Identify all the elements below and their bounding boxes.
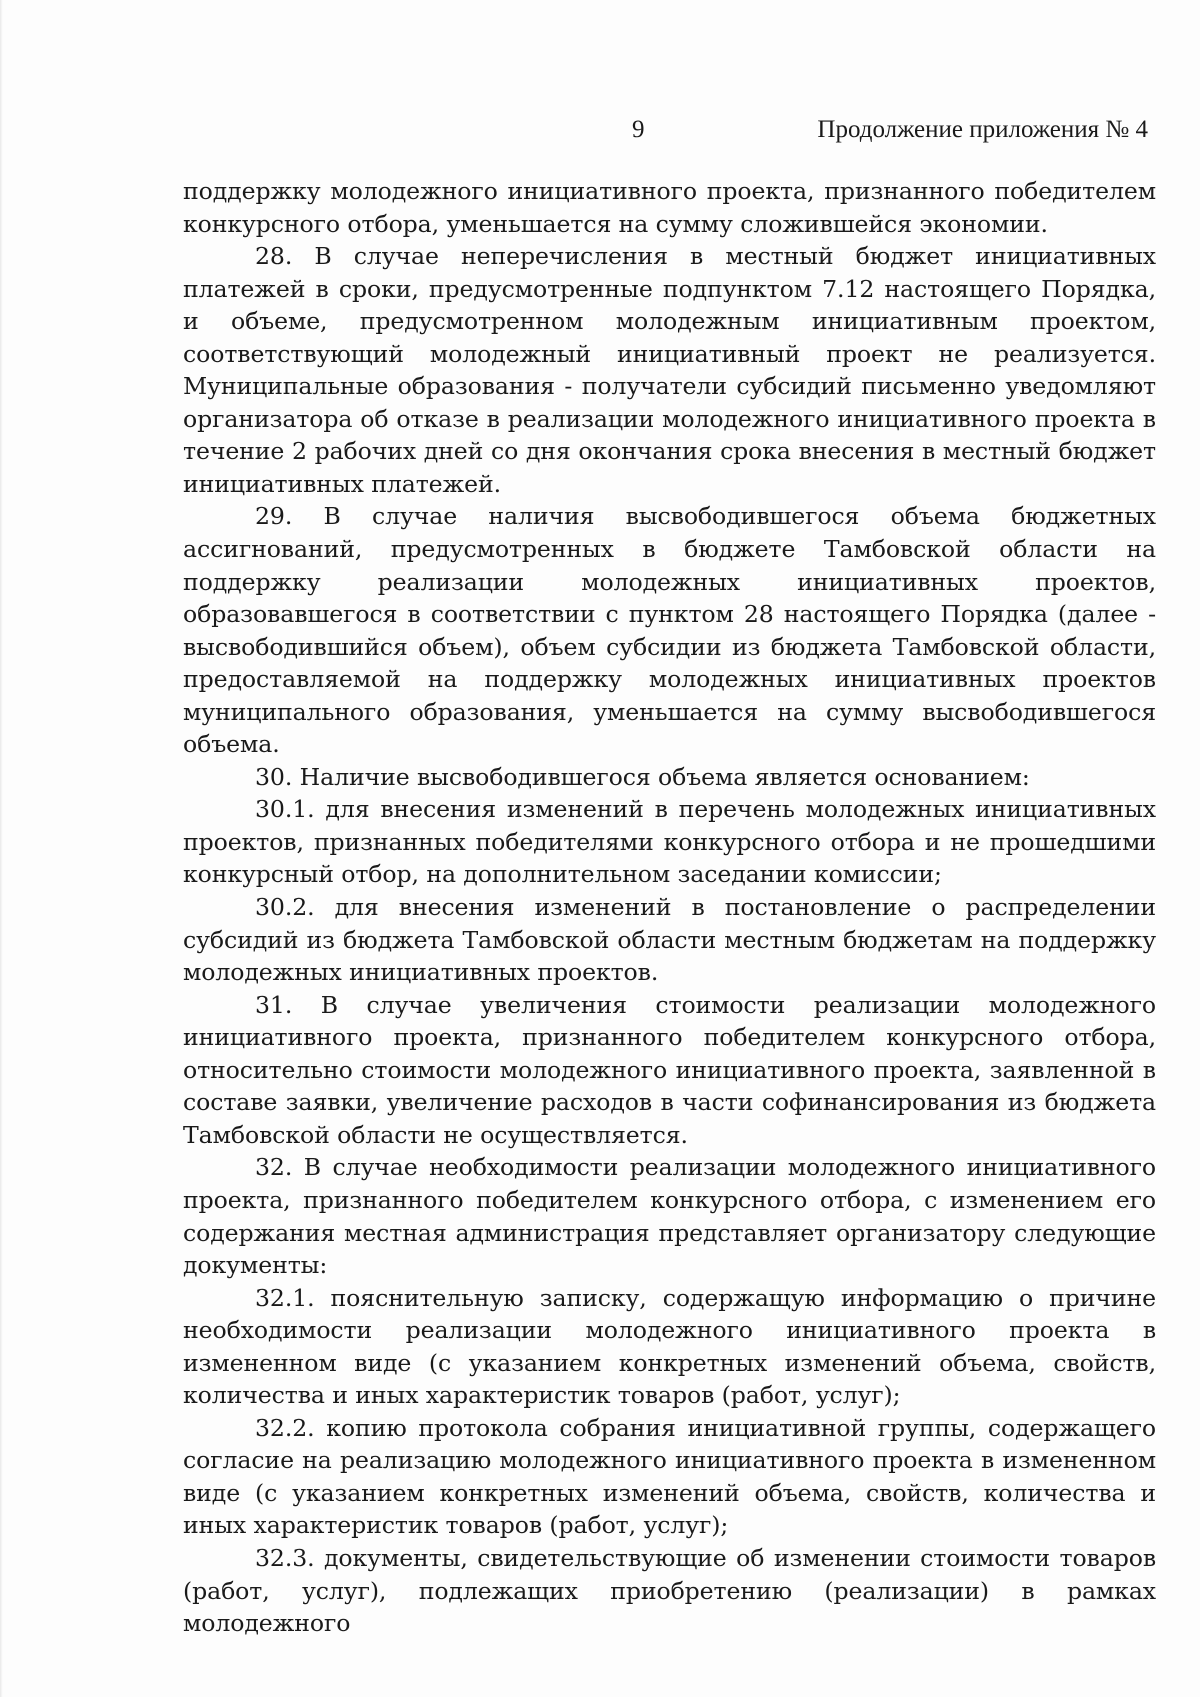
document-body [183,175,1156,1640]
paragraph-32-2: 32.2. копию протокола собрания инициативной группы, содержащего согласие на реализацию молодежного инициативного проекта в измененном виде (с указанием конкретных изменений объема, свойств, количества и иных характеристик товаров (работ, услуг); [183,1413,1156,1540]
paragraph-28: 28. В случае неперечисления в местный бюджет инициативных платежей в сроки, предусмотренные подпунктом 7.12 настоящего Порядка, и объеме, предусмотренном молодежным инициативным проектом, соответствующий молодежный инициативный проект не реализуется. Муниципальные образования - получатели субсидий письменно уведомляют организатора об отказе в реализации молодежного инициативного проекта в течение 2 рабочих дней со дня окончания срока внесения в местный бюджет инициативных платежей. [183,242,1156,498]
paragraph-31: 31. В случае увеличения стоимости реализации молодежного инициативного проекта, признанного победителем конкурсного отбора, относительно стоимости молодежного инициативного проекта, заявленной в составе заявки, увеличение расходов в части софинансирования из бюджета Тамбовской области не осуществляется. [183,990,1156,1149]
paragraph-30-2: 30.2. для внесения изменений в постановление о распределении субсидий из бюджета Тамбовской области местным бюджетам на поддержку молодежных инициативных проектов. [183,893,1156,987]
paragraph-29: 29. В случае наличия высвободившегося объема бюджетных ассигнований, предусмотренных в бюджете Тамбовской области на поддержку реализации молодежных инициативных проектов, образовавшегося в соответствии с пунктом 28 настоящего Порядка (далее - высвободившийся объем), объем субсидии из бюджета Тамбовской области, предоставляемой на поддержку молодежных инициативных проектов муниципального образования, уменьшается на сумму высвободившегося объема. [183,502,1156,759]
page-header [0,116,1200,156]
appendix-continuation-title: Продолжение приложения № 4 [817,116,1148,143]
paragraph-32-1: 32.1. пояснительную записку, содержащую информацию о причине необходимости реализации молодежного инициативного проекта в измененном виде (с указанием конкретных изменений объема, свойств, количества и иных характеристик товаров (работ, услуг); [183,1283,1156,1410]
paragraph-32-3: 32.3. документы, свидетельствующие об изменении стоимости товаров (работ, услуг), подлежащих приобретению (реализации) в рамках молодежного [183,1543,1156,1638]
scan-edge [0,0,3,1697]
paragraph-30-1: 30.1. для внесения изменений в перечень молодежных инициативных проектов, признанных победителями конкурсного отбора и не прошедшими конкурсный отбор, на дополнительном заседании комиссии; [183,795,1156,889]
paragraph-continuation: поддержку молодежного инициативного проекта, признанного победителем конкурсного отбора, уменьшается на сумму сложившейся экономии. [183,177,1156,238]
page-number: 9 [632,116,645,143]
paragraph-30: 30. Наличие высвободившегося объема является основанием: [255,762,1030,791]
paragraph-32: 32. В случае необходимости реализации молодежного инициативного проекта, признанного победителем конкурсного отбора, с изменением его содержания местная администрация представляет организатору следующие документы: [183,1153,1156,1280]
